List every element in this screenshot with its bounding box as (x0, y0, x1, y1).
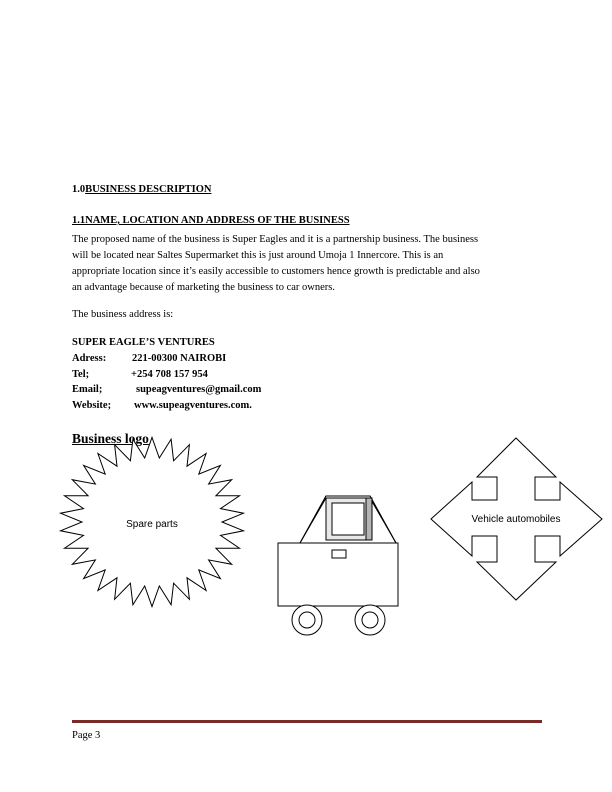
paragraph-line: will be located near Saltes Supermarket this is just around Umoja 1 Innercore. This is an (72, 250, 444, 261)
page-number: Page 3 (72, 730, 101, 741)
footer-rule (72, 720, 542, 723)
company-name: SUPER EAGLE’S VENTURES (72, 337, 215, 348)
paragraph-line: The proposed name of the business is Super Eagles and it is a partnership business. The business (72, 234, 479, 245)
tel-value: +254 708 157 954 (131, 369, 208, 380)
address-value: 221-00300 NAIROBI (132, 353, 227, 364)
email-value: supeagventures@gmail.com (136, 384, 262, 395)
email-label: Email; (72, 384, 103, 395)
tel-label: Tel; (72, 369, 90, 380)
paragraph-line: appropriate location since it’s easily accessible to customers hence growth is predictable and also (72, 266, 480, 277)
website-label: Website; (72, 400, 112, 411)
starburst-label: Spare parts (126, 519, 178, 530)
arrows-label: Vehicle automobiles (471, 514, 561, 525)
website-value: www.supeagventures.com. (134, 400, 252, 411)
logo-title: Business logo (72, 431, 149, 446)
section-number: 1.0 (72, 184, 86, 195)
address-intro: The business address is: (72, 309, 174, 320)
subsection-heading: 1.1NAME, LOCATION AND ADDRESS OF THE BUSINESS (72, 215, 350, 226)
paragraph-line: an advantage because of marketing the business to car owners. (72, 282, 335, 293)
section-title: BUSINESS DESCRIPTION (85, 184, 212, 195)
vehicle-icon (278, 496, 398, 635)
address-label: Adress: (72, 353, 107, 364)
